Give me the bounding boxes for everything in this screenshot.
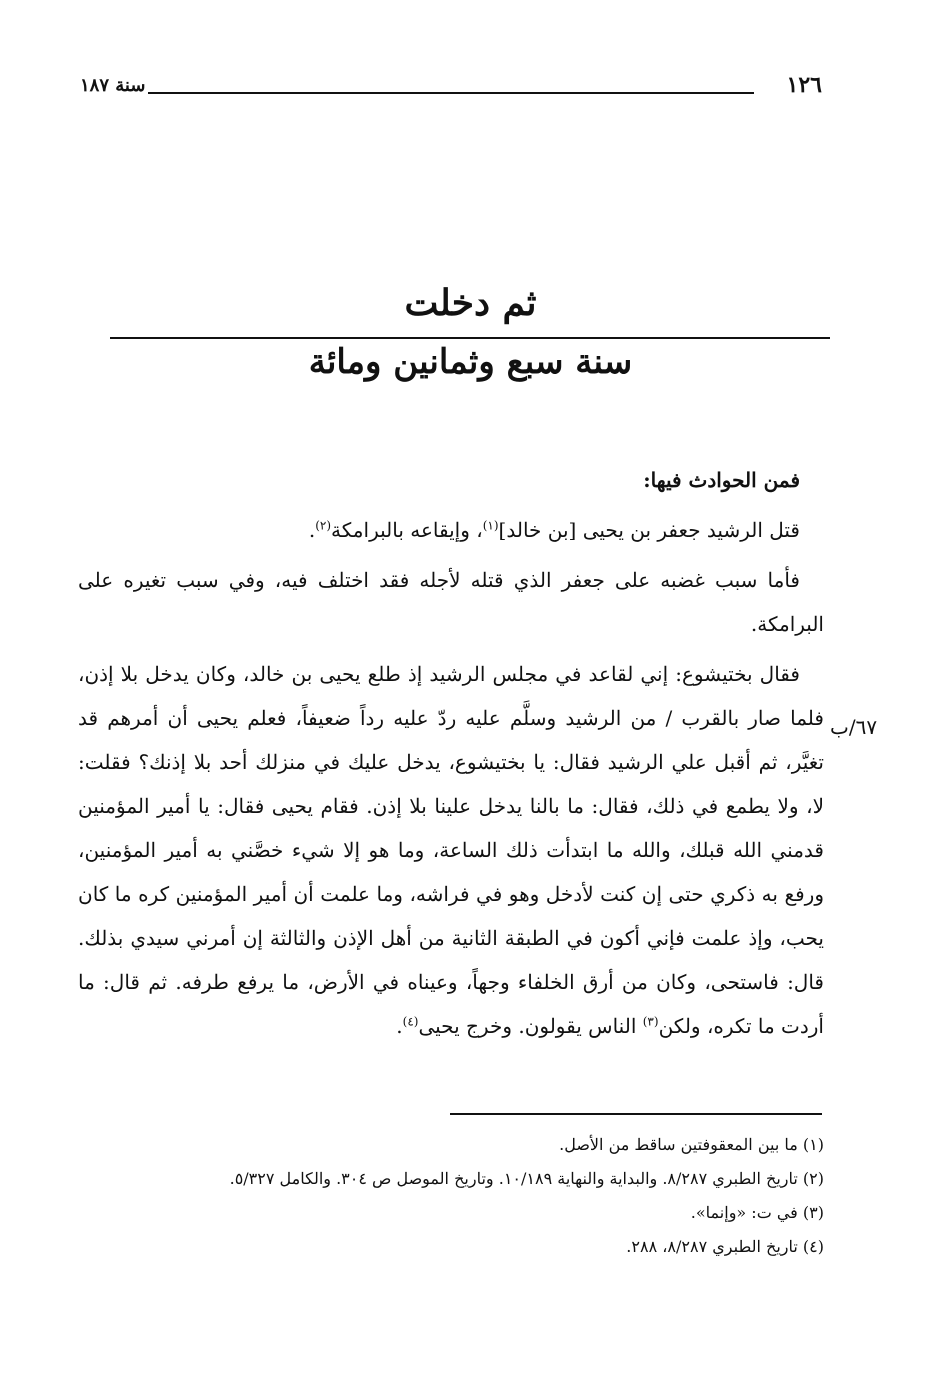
header-rule (148, 92, 754, 94)
footnote-ref-1: (١) (482, 518, 499, 533)
page-number: ١٢٦ (786, 72, 822, 98)
paragraph-1 (78, 508, 824, 552)
paragraph-3-text-2: الناس يقولون. وخرج يحيى (418, 1014, 643, 1038)
chapter-title-line2: سنة سبع وثمانين ومائة (308, 342, 633, 382)
section-heading: فمن الحوادث فيها: (643, 468, 800, 492)
paragraph-1-text: قتل الرشيد جعفر بن يحيى [بن خالد] (498, 518, 800, 542)
footnote-rule (450, 1113, 822, 1115)
footnote-3: (٣) في ت: «وإنما». (690, 1203, 824, 1222)
running-header (78, 72, 824, 106)
paragraph-3-end: . (396, 1014, 403, 1038)
footnote-ref-4: (٤) (402, 1014, 419, 1029)
footnotes (78, 1128, 824, 1264)
title-rule (110, 337, 830, 339)
footnote-4: (٤) تاريخ الطبري ٨/٢٨٧، ٢٨٨. (626, 1237, 824, 1256)
footnote-1: (١) ما بين المعقوفتين ساقط من الأصل. (559, 1135, 824, 1154)
paragraph-2: فأما سبب غضبه على جعفر الذي قتله لأجله فقد اختلف فيه، وفي سبب تغيره على البرامكة. (78, 568, 824, 636)
paragraph-1-text-2: ، وإيقاعه بالبرامكة (331, 518, 483, 542)
running-year-label: سنة ١٨٧ (80, 75, 146, 96)
footnote-2: (٢) تاريخ الطبري ٨/٢٨٧. والبداية والنهاية ١٠/١٨٩. وتاريخ الموصل ص ٣٠٤. والكامل ٥/٣٢٧. (229, 1169, 824, 1188)
footnote-ref-2: (٢) (315, 518, 332, 533)
chapter-title-line1: ثم دخلت (404, 282, 537, 324)
paragraph-3-text: فقال بختيشوع: إني لقاعد في مجلس الرشيد إذ طلع يحيى بن خالد، وكان يدخل بلا إذن، فلما صار بالقرب / من الرشيد وسلَّم عليه ردّ عليه رداً ضعيفاً، فعلم يحيى أن أمرهم قد تغيَّر، ثم أقبل علي الرشيد فقال: يا بختيشوع، يدخل عليك في منزلك أحد بلا إذنك؟ فقلت: لا، ولا يطمع في ذلك، فقال: ما بالنا يدخل علينا بلا إذن. فقام يحيى فقال: يا أمير المؤمنين قدمني الله قبلك، والله ما ابتدأت ذلك الساعة، وما هو إلا شيء خصَّني به أمير المؤمنين، ورفع به ذكري حتى إن كنت لأدخل وهو في فراشه، وما علمت أن أمير المؤمنين كره ما كان يحب، وإذ علمت فإني أكون في الطبقة الثانية من أهل الإذن والثالثة إن أمرني سيدي بذلك. قال: فاستحى، وكان من أرق الخلفاء وجهاً، وعيناه في الأرض، ما يرفع طرفه. ثم قال: ما أردت ما تكره، ولكن (78, 662, 824, 1038)
body-text (78, 458, 824, 1048)
footnote-ref-3: (٣) (642, 1014, 659, 1029)
paragraph-3 (78, 652, 824, 1048)
paragraph-1-end: . (308, 518, 316, 542)
manuscript-folio-note: ٦٧/ب (830, 715, 878, 739)
